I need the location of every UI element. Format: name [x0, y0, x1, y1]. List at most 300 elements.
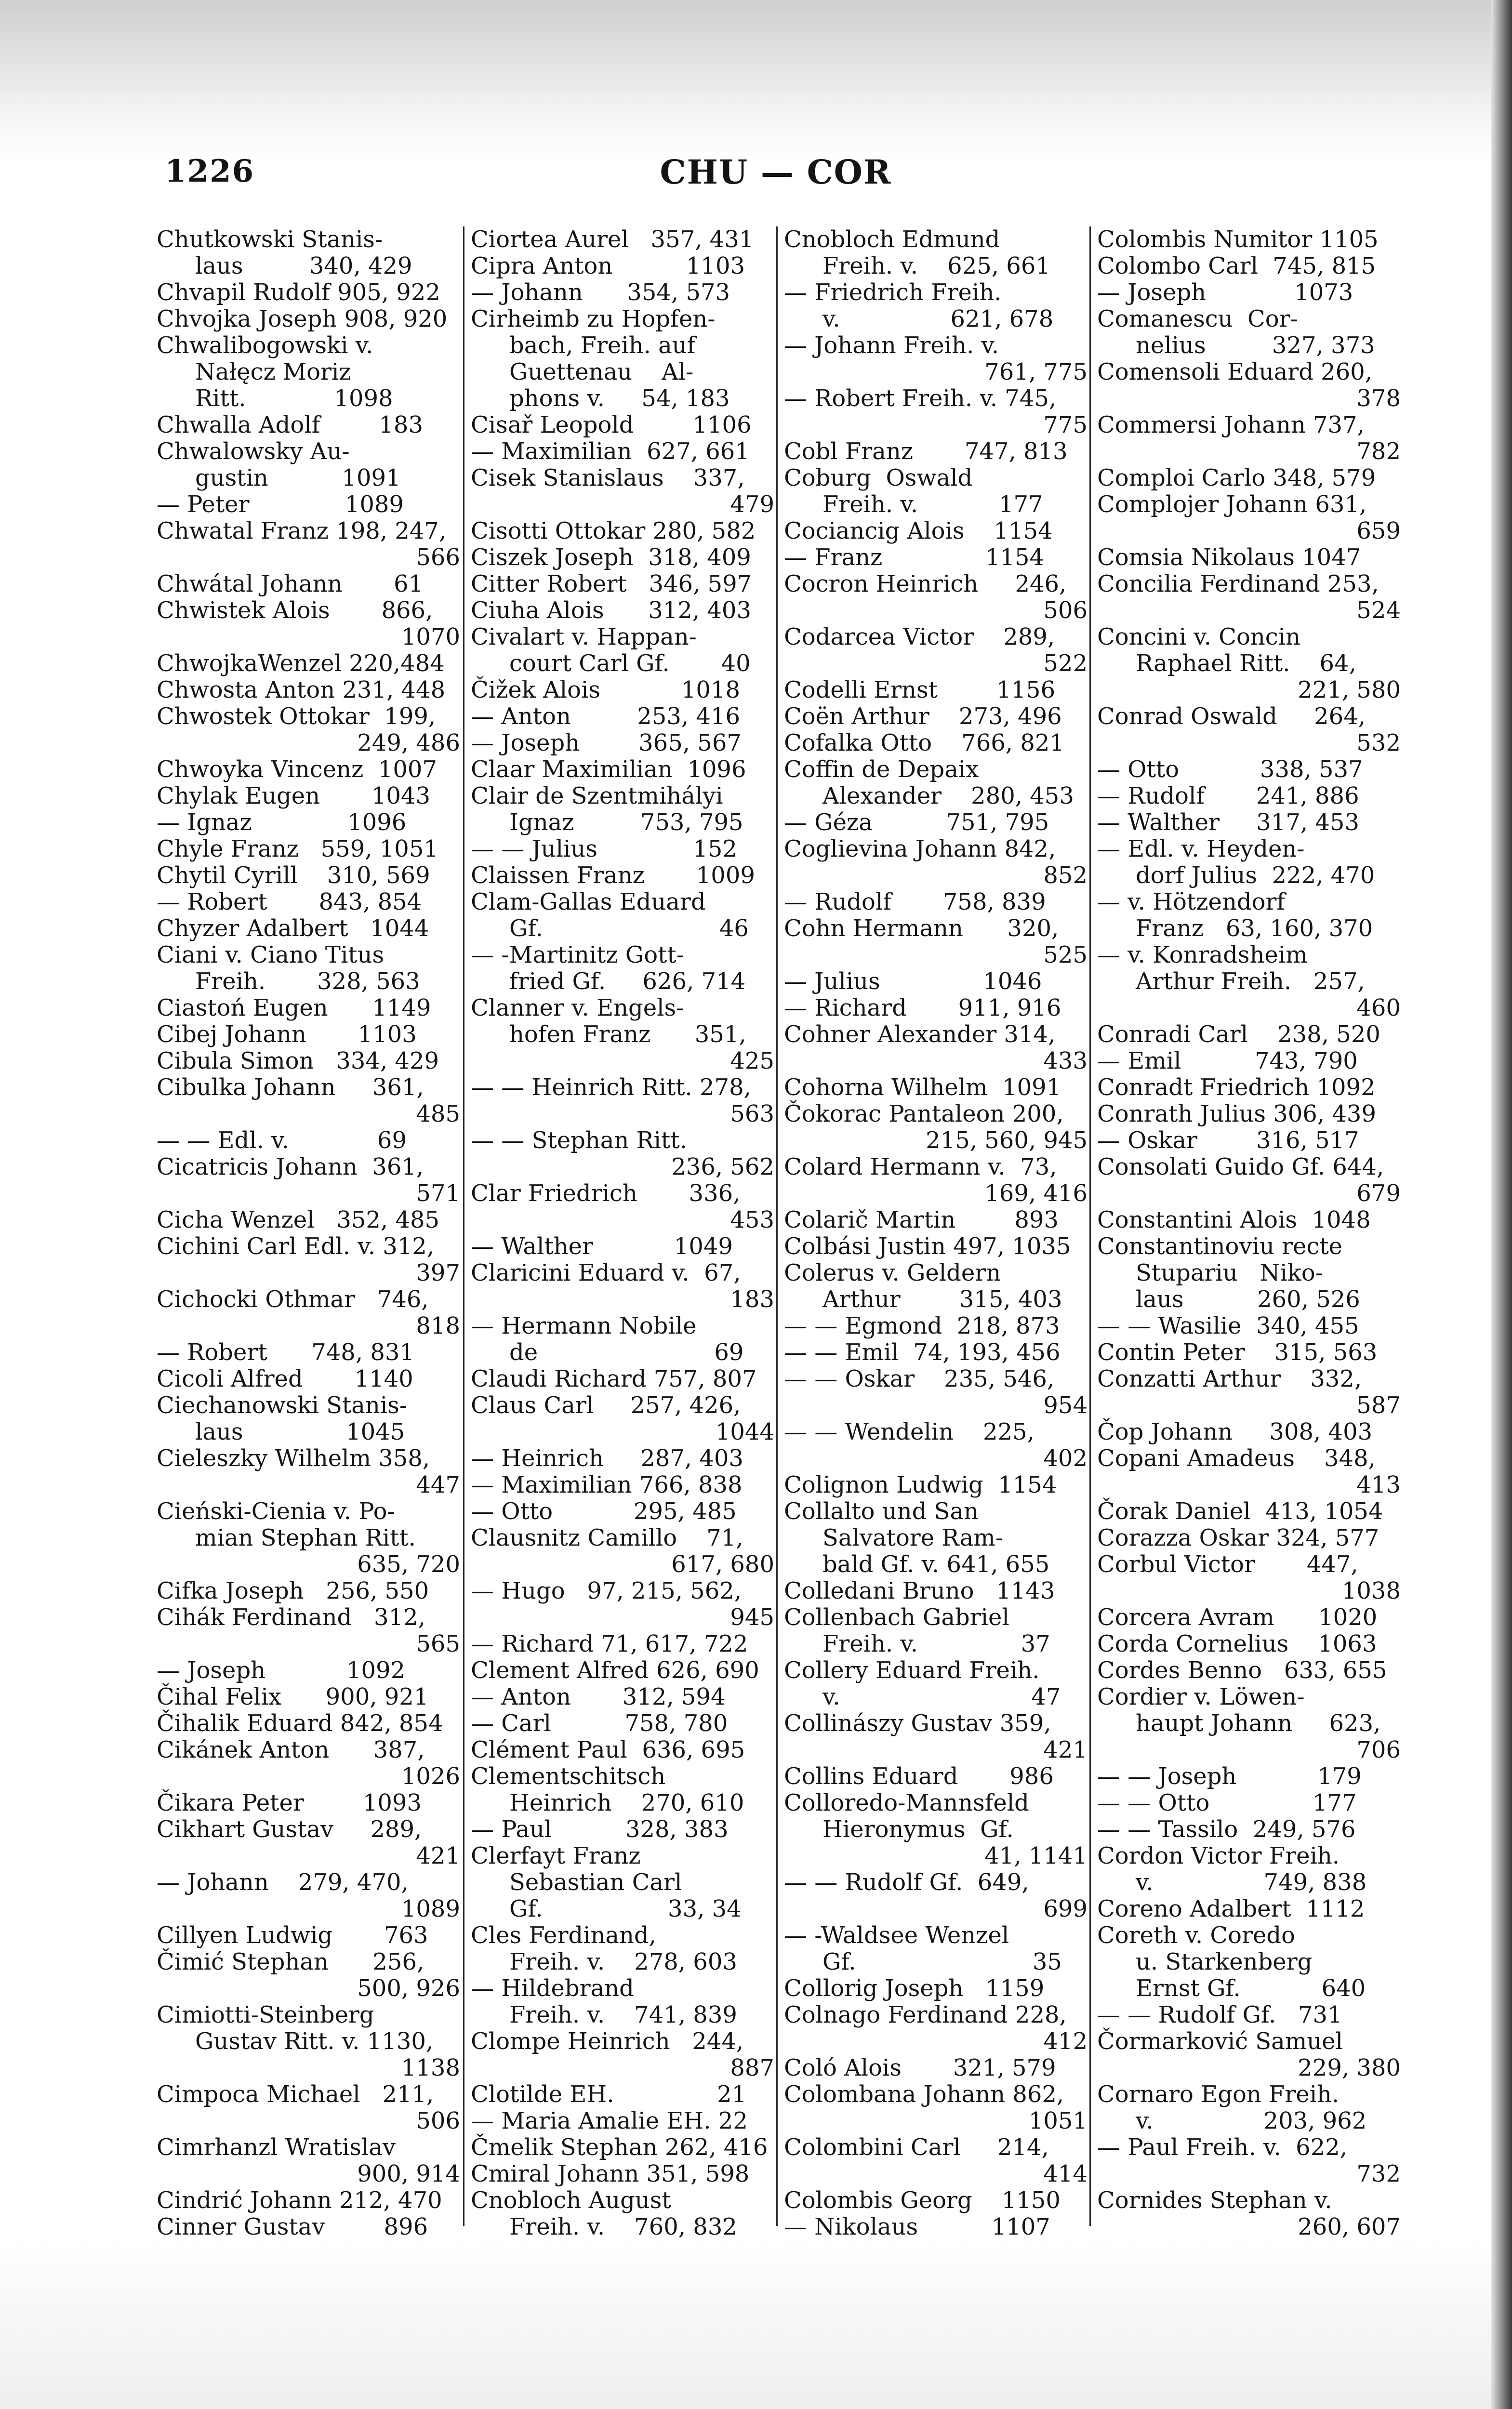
index-entry-line: Gf. 33, 34 — [509, 1895, 742, 1922]
alphabetical-range-heading: CHU — COR — [660, 153, 892, 192]
index-entry-line: Copani Amadeus 348, — [1097, 1445, 1376, 1472]
index-entry-line: 378 — [1356, 385, 1401, 412]
index-columns — [157, 226, 1409, 2240]
index-entry-line: — — Tassilo 249, 576 — [1097, 1816, 1356, 1843]
index-entry-line: — Johann 354, 573 — [471, 279, 730, 306]
index-entry-line: — Robert 843, 854 — [157, 888, 422, 915]
index-entry-line: 566 — [416, 544, 460, 571]
index-entry-line: Colledani Bruno 1143 — [784, 1577, 1055, 1604]
index-entry-line: Chylak Eugen 1043 — [157, 782, 431, 809]
index-entry-line: 421 — [1043, 1736, 1088, 1763]
index-entry-line: 532 — [1356, 729, 1401, 756]
index-entry-line: Concini v. Concin — [1097, 623, 1300, 650]
index-entry-line: 900, 914 — [357, 2160, 460, 2187]
index-entry-line: Cimpoca Michael 211, — [157, 2081, 434, 2108]
index-entry-line: — Friedrich Freih. — [784, 279, 1002, 306]
index-entry-line: Comsia Nikolaus 1047 — [1097, 544, 1361, 571]
index-entry-line: Chwatal Franz 198, 247, — [157, 517, 447, 544]
index-entry-line: Complojer Johann 631, — [1097, 491, 1367, 518]
index-entry-line: Freih. v. 278, 603 — [509, 1948, 737, 1975]
index-entry-line: Čorak Daniel 413, 1054 — [1097, 1498, 1383, 1525]
index-entry-line: Conzatti Arthur 332, — [1097, 1365, 1362, 1392]
index-entry-line: Corda Cornelius 1063 — [1097, 1630, 1377, 1657]
index-entry-line: Ciortea Aurel 357, 431 — [471, 226, 754, 253]
index-entry-line: Cles Ferdinand, — [471, 1922, 656, 1949]
index-entry-line: Freih. v. 741, 839 — [509, 2001, 737, 2028]
index-entry-line: Claricini Eduard v. 67, — [471, 1259, 741, 1286]
index-entry-line: Čop Johann 308, 403 — [1097, 1418, 1373, 1445]
index-entry-line: Cohner Alexander 314, — [784, 1021, 1056, 1048]
index-entry-line: 479 — [730, 491, 774, 518]
index-entry-line: 1038 — [1341, 1577, 1401, 1604]
index-entry-line: Cirheimb zu Hopfen- — [471, 305, 716, 332]
index-entry-line: 485 — [416, 1100, 460, 1127]
index-entry-line: — Richard 911, 916 — [784, 994, 1061, 1021]
index-entry-line: Čihalik Eduard 842, 854 — [157, 1710, 443, 1737]
index-entry-line: — Julius 1046 — [784, 968, 1042, 995]
index-entry-line: Arthur Freih. 257, — [1136, 968, 1365, 995]
index-entry-line: Clotilde EH. 21 — [471, 2081, 747, 2108]
index-entry-line: — Nikolaus 1107 — [784, 2213, 1050, 2240]
index-entry-line: — Robert 748, 831 — [157, 1339, 414, 1366]
index-entry-line: Corcera Avram 1020 — [1097, 1604, 1378, 1631]
index-entry-line: 954 — [1043, 1392, 1088, 1419]
index-entry-line: 617, 680 — [671, 1551, 774, 1578]
index-entry-line: 506 — [416, 2107, 460, 2134]
index-entry-line: Colombana Johann 862, — [784, 2081, 1064, 2108]
index-entry-line: Conradt Friedrich 1092 — [1097, 1074, 1376, 1101]
index-entry-line: 945 — [730, 1604, 774, 1631]
index-entry-line: — Otto 338, 537 — [1097, 756, 1363, 783]
index-entry-line: Cibulka Johann 361, — [157, 1074, 424, 1101]
index-entry-line: — — Heinrich Ritt. 278, — [471, 1074, 751, 1101]
column-divider — [776, 226, 778, 2226]
index-entry-line: 563 — [730, 1100, 774, 1127]
index-entry-line: laus 340, 429 — [195, 252, 412, 279]
index-entry-line: — Joseph 365, 567 — [471, 729, 742, 756]
index-entry-line: Cipra Anton 1103 — [471, 252, 745, 279]
index-entry-line: Corbul Victor 447, — [1097, 1551, 1358, 1578]
index-entry-line: — Géza 751, 795 — [784, 809, 1049, 836]
index-entry-line: Chvojka Joseph 908, 920 — [157, 305, 448, 332]
index-entry-line: — Hildebrand — [471, 1975, 634, 2002]
index-entry-line: — Ignaz 1096 — [157, 809, 407, 836]
index-entry-line: — Hermann Nobile — [471, 1312, 697, 1339]
index-entry-line: Ciszek Joseph 318, 409 — [471, 544, 751, 571]
index-entry-line: — — Edl. v. 69 — [157, 1127, 407, 1154]
index-entry-line: Clam-Gallas Eduard — [471, 888, 706, 915]
index-entry-line: — Otto 295, 485 — [471, 1498, 737, 1525]
index-entry-line: Cnobloch August — [471, 2187, 671, 2214]
index-entry-line: 525 — [1043, 941, 1088, 968]
index-entry-line: — -Martinitz Gott- — [471, 941, 684, 968]
index-entry-line: mian Stephan Ritt. — [195, 1524, 416, 1551]
index-entry-line: Collinászy Gustav 359, — [784, 1710, 1051, 1737]
index-entry-line: Consolati Guido Gf. 644, — [1097, 1153, 1384, 1180]
index-entry-line: — — Wasilie 340, 455 — [1097, 1312, 1359, 1339]
index-entry-line: Cindrić Johann 212, 470 — [157, 2187, 442, 2214]
index-entry-line: Stupariu Niko- — [1136, 1259, 1323, 1286]
index-entry-line: Cinner Gustav 896 — [157, 2213, 428, 2240]
index-entry-line: 215, 560, 945 — [926, 1127, 1088, 1154]
index-entry-line: — — Rudolf Gf. 731 — [1097, 2001, 1342, 2028]
index-entry-line: — Maximilian 627, 661 — [471, 438, 750, 465]
index-entry-line: — Johann 279, 470, — [157, 1869, 409, 1896]
index-entry-line: 249, 486 — [357, 729, 460, 756]
index-entry-line: 169, 416 — [984, 1180, 1088, 1207]
index-entry-line: — Rudolf 241, 886 — [1097, 782, 1359, 809]
index-entry-line: — -Waldsee Wenzel — [784, 1922, 1009, 1949]
index-entry-line: Chwoyka Vincenz 1007 — [157, 756, 437, 783]
index-entry-line: laus 260, 526 — [1136, 1286, 1360, 1313]
index-entry-line: Colarič Martin 893 — [784, 1206, 1059, 1233]
index-column-4 — [1097, 226, 1401, 2240]
index-entry-line: — Paul Freih. v. 622, — [1097, 2134, 1348, 2161]
index-entry-line: 433 — [1043, 1047, 1088, 1074]
index-entry-line: phons v. 54, 183 — [509, 385, 730, 412]
index-entry-line: Cobl Franz 747, 813 — [784, 438, 1068, 465]
index-entry-line: Čikara Peter 1093 — [157, 1789, 422, 1816]
index-entry-line: de 69 — [509, 1339, 744, 1366]
index-entry-line: Čihal Felix 900, 921 — [157, 1683, 429, 1710]
index-entry-line: Clompe Heinrich 244, — [471, 2028, 744, 2055]
index-entry-line: 500, 926 — [357, 1975, 460, 2002]
index-entry-line: Chwistek Alois 866, — [157, 597, 433, 624]
index-entry-line: Guettenau Al- — [509, 358, 694, 385]
index-entry-line: Coreno Adalbert 1112 — [1097, 1895, 1365, 1922]
index-entry-line: — Richard 71, 617, 722 — [471, 1630, 748, 1657]
index-entry-line: Comanescu Cor- — [1097, 305, 1298, 332]
index-entry-line: Coën Arthur 273, 496 — [784, 703, 1062, 730]
index-entry-line: fried Gf. 626, 714 — [509, 968, 746, 995]
index-entry-line: Cordier v. Löwen- — [1097, 1683, 1305, 1710]
index-entry-line: 229, 380 — [1298, 2054, 1401, 2081]
index-entry-line: Franz 63, 160, 370 — [1136, 915, 1373, 942]
index-entry-line: 706 — [1356, 1736, 1401, 1763]
index-entry-line: Cicha Wenzel 352, 485 — [157, 1206, 440, 1233]
index-entry-line: 775 — [1043, 411, 1088, 438]
index-entry-line: Constantinoviu recte — [1097, 1233, 1343, 1260]
index-entry-line: Coffin de Depaix — [784, 756, 979, 783]
index-column-2 — [471, 226, 774, 2240]
page-header — [159, 145, 1393, 202]
index-entry-line: Salvatore Ram- — [822, 1524, 1003, 1551]
index-entry-line: Gf. 35 — [822, 1948, 1062, 1975]
index-entry-line: Clementschitsch — [471, 1763, 666, 1790]
index-entry-line: 460 — [1356, 994, 1401, 1021]
index-entry-line: 1138 — [401, 2054, 460, 2081]
index-entry-line: Čimić Stephan 256, — [157, 1948, 424, 1975]
index-entry-line: Cisek Stanislaus 337, — [471, 464, 745, 491]
index-entry-line: Colard Hermann v. 73, — [784, 1153, 1057, 1180]
index-entry-line: v. 749, 838 — [1136, 1869, 1367, 1896]
index-entry-line: — — Wendelin 225, — [784, 1418, 1035, 1445]
index-entry-line: 402 — [1043, 1445, 1088, 1472]
index-entry-line: 679 — [1356, 1180, 1401, 1207]
index-entry-line: Collorig Joseph 1159 — [784, 1975, 1045, 2002]
index-entry-line: Cibula Simon 334, 429 — [157, 1047, 439, 1074]
index-entry-line: Conrath Julius 306, 439 — [1097, 1100, 1376, 1127]
index-entry-line: Freih. v. 760, 832 — [509, 2213, 737, 2240]
index-entry-line: Coreth v. Coredo — [1097, 1922, 1295, 1949]
index-entry-line: Colloredo-Mannsfeld — [784, 1789, 1029, 1816]
index-entry-line: — Rudolf 758, 839 — [784, 888, 1046, 915]
index-entry-line: Cisař Leopold 1106 — [471, 411, 752, 438]
index-entry-line: — — Otto 177 — [1097, 1789, 1357, 1816]
index-entry-line: Freih. v. 625, 661 — [822, 252, 1050, 279]
index-entry-line: Cimrhanzl Wratislav — [157, 2134, 396, 2161]
index-entry-line: Clement Alfred 626, 690 — [471, 1657, 759, 1684]
index-entry-line: Freih. 328, 563 — [195, 968, 420, 995]
index-entry-line: Hieronymus Gf. — [822, 1816, 1014, 1843]
index-column-3 — [784, 226, 1088, 2240]
index-entry-line: Chwalla Adolf 183 — [157, 411, 424, 438]
index-entry-line: Claudi Richard 757, 807 — [471, 1365, 757, 1392]
index-column-1 — [157, 226, 460, 2240]
index-entry-line: haupt Johann 623, — [1136, 1710, 1381, 1737]
index-entry-line: Claissen Franz 1009 — [471, 862, 755, 889]
index-entry-line: Codelli Ernst 1156 — [784, 676, 1056, 703]
index-entry-line: Freih. v. 37 — [822, 1630, 1050, 1657]
index-entry-line: Cieński-Cienia v. Po- — [157, 1498, 395, 1525]
index-entry-line: Ciuha Alois 312, 403 — [471, 597, 751, 624]
index-entry-line: — Carl 758, 780 — [471, 1710, 728, 1737]
index-entry-line: — Walther 1049 — [471, 1233, 733, 1260]
index-entry-line: — — Emil 74, 193, 456 — [784, 1339, 1061, 1366]
index-entry-line: Cicatricis Johann 361, — [157, 1153, 424, 1180]
index-entry-line: Codarcea Victor 289, — [784, 623, 1055, 650]
index-entry-line: Cordes Benno 633, 655 — [1097, 1657, 1387, 1684]
index-entry-line: Conrad Oswald 264, — [1097, 703, 1366, 730]
index-entry-line: Clerfayt Franz — [471, 1842, 641, 1869]
index-entry-line: Chwostek Ottokar 199, — [157, 703, 436, 730]
index-entry-line: — — Stephan Ritt. — [471, 1127, 687, 1154]
index-entry-line: Cieleszky Wilhelm 358, — [157, 1445, 430, 1472]
index-entry-line: 587 — [1356, 1392, 1401, 1419]
index-entry-line: 565 — [416, 1630, 460, 1657]
index-entry-line: Cillyen Ludwig 763 — [157, 1922, 428, 1949]
index-entry-line: 260, 607 — [1298, 2213, 1401, 2240]
index-entry-line: Cohn Hermann 320, — [784, 915, 1059, 942]
index-entry-line: Raphael Ritt. 64, — [1136, 650, 1356, 677]
index-entry-line: Colerus v. Geldern — [784, 1259, 1001, 1286]
index-entry-line: 732 — [1356, 2160, 1401, 2187]
index-entry-line: Cohorna Wilhelm 1091 — [784, 1074, 1061, 1101]
index-entry-line: Chytil Cyrill 310, 569 — [157, 862, 430, 889]
index-entry-line: Nałęcz Moriz — [195, 358, 351, 385]
index-entry-line: 782 — [1356, 438, 1401, 465]
index-entry-line: 1070 — [401, 623, 460, 650]
index-entry-line: 1044 — [715, 1418, 774, 1445]
index-entry-line: Cmiral Johann 351, 598 — [471, 2160, 750, 2187]
index-entry-line: ChwojkaWenzel 220,484 — [157, 650, 445, 677]
page-number: 1226 — [165, 153, 255, 189]
index-entry-line: Citter Robert 346, 597 — [471, 570, 752, 597]
index-entry-line: Heinrich 270, 610 — [509, 1789, 744, 1816]
index-entry-line: dorf Julius 222, 470 — [1136, 862, 1375, 889]
index-entry-line: court Carl Gf. 40 — [509, 650, 751, 677]
index-entry-line: Collenbach Gabriel — [784, 1604, 1009, 1631]
index-entry-line: Colombis Georg 1150 — [784, 2187, 1061, 2214]
index-entry-line: bald Gf. v. 641, 655 — [822, 1551, 1050, 1578]
index-entry-line: Gustav Ritt. v. 1130, — [195, 2028, 434, 2055]
index-entry-line: Čmelik Stephan 262, 416 — [471, 2134, 768, 2161]
index-entry-line: Coglievina Johann 842, — [784, 835, 1056, 862]
index-entry-line: Ciani v. Ciano Titus — [157, 941, 385, 968]
index-entry-line: Ignaz 753, 795 — [509, 809, 743, 836]
index-entry-line: Cichini Carl Edl. v. 312, — [157, 1233, 435, 1260]
index-entry-line: Čokorac Pantaleon 200, — [784, 1100, 1064, 1127]
index-entry-line: Chyzer Adalbert 1044 — [157, 915, 429, 942]
index-entry-line: Cornaro Egon Freih. — [1097, 2081, 1340, 2108]
index-entry-line: — Anton 312, 594 — [471, 1683, 726, 1710]
index-entry-line: Freih. v. 177 — [822, 491, 1043, 518]
index-entry-line: Cihák Ferdinand 312, — [157, 1604, 425, 1631]
index-entry-line: gustin 1091 — [195, 464, 401, 491]
index-entry-line: Claus Carl 257, 426, — [471, 1392, 741, 1419]
index-entry-line: Clar Friedrich 336, — [471, 1180, 741, 1207]
index-entry-line: 887 — [730, 2054, 774, 2081]
index-entry-line: — v. Hötzendorf — [1097, 888, 1286, 915]
index-entry-line: Cornides Stephan v. — [1097, 2187, 1332, 2214]
index-entry-line: Cisotti Ottokar 280, 582 — [471, 517, 756, 544]
index-entry-line: — Joseph 1092 — [157, 1657, 406, 1684]
index-entry-line: Gf. 46 — [509, 915, 749, 942]
index-entry-line: 818 — [416, 1312, 460, 1339]
index-entry-line: laus 1045 — [195, 1418, 405, 1445]
index-entry-line: 524 — [1356, 597, 1401, 624]
index-entry-line: 1026 — [401, 1763, 460, 1790]
index-entry-line: Constantini Alois 1048 — [1097, 1206, 1371, 1233]
index-entry-line: v. 621, 678 — [822, 305, 1054, 332]
index-entry-line: 453 — [730, 1206, 774, 1233]
index-entry-line: Sebastian Carl — [509, 1869, 682, 1896]
index-entry-line: — Edl. v. Heyden- — [1097, 835, 1305, 862]
index-entry-line: Commersi Johann 737, — [1097, 411, 1365, 438]
column-divider — [1089, 226, 1091, 2226]
index-entry-line: Colbási Justin 497, 1035 — [784, 1233, 1071, 1260]
index-entry-line: Contin Peter 315, 563 — [1097, 1339, 1378, 1366]
index-entry-line: Coburg Oswald — [784, 464, 973, 491]
index-entry-line: Clair de Szentmihályi — [471, 782, 723, 809]
index-entry-line: 221, 580 — [1298, 676, 1401, 703]
index-entry-line: Claar Maximilian 1096 — [471, 756, 746, 783]
index-entry-line: Cofalka Otto 766, 821 — [784, 729, 1064, 756]
index-entry-line: 412 — [1043, 2028, 1088, 2055]
index-entry-line: 236, 562 — [671, 1153, 774, 1180]
index-entry-line: — Heinrich 287, 403 — [471, 1445, 743, 1472]
index-entry-line: — — Egmond 218, 873 — [784, 1312, 1060, 1339]
index-entry-line: Chwalowsky Au- — [157, 438, 350, 465]
index-entry-line: Corazza Oskar 324, 577 — [1097, 1524, 1379, 1551]
index-entry-line: 522 — [1043, 650, 1088, 677]
index-entry-line: Cifka Joseph 256, 550 — [157, 1577, 429, 1604]
index-entry-line: — Oskar 316, 517 — [1097, 1127, 1359, 1154]
index-entry-line: v. 47 — [822, 1683, 1061, 1710]
index-entry-line: — Franz 1154 — [784, 544, 1045, 571]
index-entry-line: Clausnitz Camillo 71, — [471, 1524, 743, 1551]
index-entry-line: 635, 720 — [357, 1551, 460, 1578]
index-entry-line: Ciechanowski Stanis- — [157, 1392, 408, 1419]
index-entry-line: — Anton 253, 416 — [471, 703, 741, 730]
index-entry-line: — — Joseph 179 — [1097, 1763, 1362, 1790]
index-entry-line: — v. Konradsheim — [1097, 941, 1308, 968]
index-entry-line: 506 — [1043, 597, 1088, 624]
index-entry-line: — Johann Freih. v. — [784, 332, 999, 359]
index-entry-line: Conradi Carl 238, 520 — [1097, 1021, 1380, 1048]
index-entry-line: 447 — [416, 1471, 460, 1498]
index-entry-line: Colnago Ferdinand 228, — [784, 2001, 1067, 2028]
index-entry-line: nelius 327, 373 — [1136, 332, 1375, 359]
index-entry-line: — Maria Amalie EH. 22 — [471, 2107, 748, 2134]
index-entry-line: Cimiotti-Steinberg — [157, 2001, 374, 2028]
index-entry-line: v. 203, 962 — [1136, 2107, 1367, 2134]
index-entry-line: Collery Eduard Freih. — [784, 1657, 1040, 1684]
index-entry-line: Collins Eduard 986 — [784, 1763, 1054, 1790]
index-entry-line: Ritt. 1098 — [195, 385, 393, 412]
index-entry-line: Cicoli Alfred 1140 — [157, 1365, 413, 1392]
index-entry-line: Chvapil Rudolf 905, 922 — [157, 279, 440, 306]
index-entry-line: Cordon Victor Freih. — [1097, 1842, 1340, 1869]
index-entry-line: Colombo Carl 745, 815 — [1097, 252, 1376, 279]
index-entry-line: Concilia Ferdinand 253, — [1097, 570, 1379, 597]
index-entry-line: 1089 — [401, 1895, 460, 1922]
index-entry-line: Cociancig Alois 1154 — [784, 517, 1053, 544]
index-entry-line: — Walther 317, 453 — [1097, 809, 1359, 836]
index-entry-line: Čižek Alois 1018 — [471, 676, 741, 703]
index-entry-line: bach, Freih. auf — [509, 332, 696, 359]
index-entry-line: Colombis Numitor 1105 — [1097, 226, 1379, 253]
index-entry-line: Alexander 280, 453 — [822, 782, 1074, 809]
index-entry-line: 1051 — [1028, 2107, 1088, 2134]
index-entry-line: — Robert Freih. v. 745, — [784, 385, 1057, 412]
index-entry-line: Arthur 315, 403 — [822, 1286, 1062, 1313]
index-entry-line: 414 — [1043, 2160, 1088, 2187]
index-entry-line: Cikánek Anton 387, — [157, 1736, 425, 1763]
index-entry-line: — — Rudolf Gf. 649, — [784, 1869, 1029, 1896]
index-entry-line: 425 — [730, 1047, 774, 1074]
index-entry-line: Comploi Carlo 348, 579 — [1097, 464, 1376, 491]
index-entry-line: Civalart v. Happan- — [471, 623, 697, 650]
index-entry-line: Clanner v. Engels- — [471, 994, 684, 1021]
page-edge-shadow — [1491, 0, 1512, 2409]
index-entry-line: 571 — [416, 1180, 460, 1207]
index-entry-line: Chwalibogowski v. — [157, 332, 373, 359]
index-entry-line: Clément Paul 636, 695 — [471, 1736, 745, 1763]
index-entry-line: Collalto und San — [784, 1498, 979, 1525]
index-entry-line: 413 — [1356, 1471, 1401, 1498]
index-entry-line: 41, 1141 — [984, 1842, 1088, 1869]
index-entry-line: u. Starkenberg — [1136, 1948, 1313, 1975]
index-entry-line: Cikhart Gustav 289, — [157, 1816, 422, 1843]
index-entry-line: — — Julius 152 — [471, 835, 737, 862]
index-entry-line: 761, 775 — [984, 358, 1088, 385]
index-entry-line: hofen Franz 351, — [509, 1021, 746, 1048]
index-entry-line: — Paul 328, 383 — [471, 1816, 729, 1843]
index-entry-line: 183 — [730, 1286, 774, 1313]
index-entry-line: 699 — [1043, 1895, 1088, 1922]
index-entry-line: Ernst Gf. 640 — [1136, 1975, 1366, 2002]
index-entry-line: Cnobloch Edmund — [784, 226, 1000, 253]
index-entry-line: — Joseph 1073 — [1097, 279, 1353, 306]
index-entry-line: Comensoli Eduard 260, — [1097, 358, 1373, 385]
index-entry-line: Chutkowski Stanis- — [157, 226, 383, 253]
index-entry-line: Chwosta Anton 231, 448 — [157, 676, 446, 703]
index-entry-line: Chyle Franz 559, 1051 — [157, 835, 438, 862]
index-entry-line: 397 — [416, 1259, 460, 1286]
index-entry-line: Chwátal Johann 61 — [157, 570, 424, 597]
index-entry-line: Ciastoń Eugen 1149 — [157, 994, 431, 1021]
